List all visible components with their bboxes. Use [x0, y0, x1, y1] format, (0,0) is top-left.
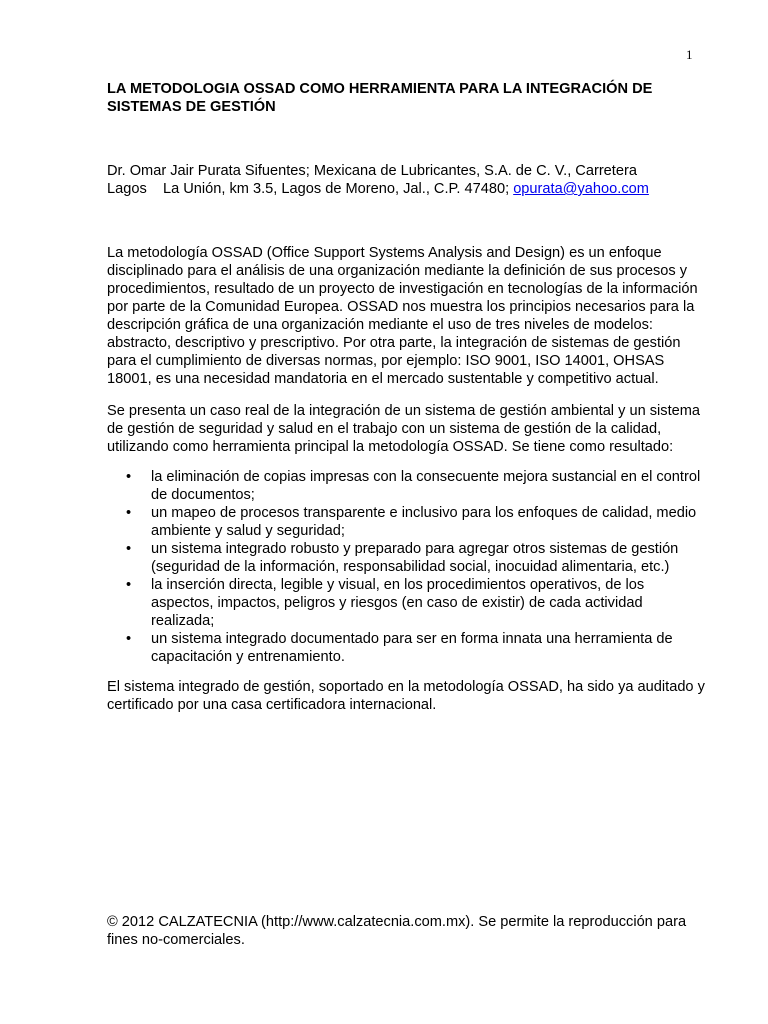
- list-item: [107, 576, 707, 630]
- document-body: [107, 80, 707, 714]
- copyright-footer: © 2012 CALZATECNIA (http://www.calzatecnia.com.mx). Se permite la reproducción para fines no-comerciales.: [107, 914, 687, 948]
- author-affiliation: [107, 162, 707, 198]
- list-item: [107, 504, 707, 540]
- bullet-icon: •: [126, 577, 132, 593]
- results-list: [107, 468, 707, 666]
- list-item-text: un sistema integrado documentado para ser en forma innata una herramienta de capacitación y entrenamiento.: [151, 631, 673, 665]
- list-item-text: un mapeo de procesos transparente e inclusivo para los enfoques de calidad, medio ambiente y salud y seguridad;: [151, 505, 697, 539]
- author-line-1: Dr. Omar Jair Purata Sifuentes; Mexicana de Lubricantes, S.A. de C. V., Carretera: [107, 163, 637, 179]
- paragraph-intro: La metodología OSSAD (Office Support Systems Analysis and Design) es un enfoque disciplinado para el análisis de una organización mediante la definición de sus procesos y procedimientos, resultado de un proyecto de investigación en tecnologías de la información por parte de la Comunidad Europea. OSSAD nos muestra los principios necesarios para la descripción gráfica de una organización mediante el uso de tres niveles de modelos: abstracto, descriptivo y prescriptivo. Por otra parte, la integración de sistemas de gestión para el cumplimiento de diversas normas, por ejemplo: ISO 9001, ISO 14001, OHSAS 18001, es una necesidad mandatoria en el mercado sustentable y competitivo actual.: [107, 245, 698, 387]
- paragraph-conclusion: El sistema integrado de gestión, soportado en la metodología OSSAD, ha sido ya auditado y certificado por una casa certificadora internacional.: [107, 679, 705, 713]
- bullet-icon: •: [126, 631, 132, 647]
- paragraph-case: Se presenta un caso real de la integración de un sistema de gestión ambiental y un sistema de gestión de seguridad y salud en el trabajo con un sistema de gestión de la calidad, utilizando como herramienta principal la metodología OSSAD. Se tiene como resultado:: [107, 403, 701, 455]
- list-item: [107, 468, 707, 504]
- bullet-icon: •: [126, 541, 132, 557]
- author-email-link[interactable]: opurata@yahoo.com: [513, 181, 649, 197]
- list-item: [107, 630, 707, 666]
- document-title: LA METODOLOGIA OSSAD COMO HERRAMIENTA PARA LA INTEGRACIÓN DE SISTEMAS DE GESTIÓN: [107, 81, 653, 115]
- list-item-text: un sistema integrado robusto y preparado para agregar otros sistemas de gestión (seguridad de la información, responsabilidad social, inocuidad alimentaria, etc.): [151, 541, 679, 575]
- list-item-text: la inserción directa, legible y visual, en los procedimientos operativos, de los aspectos, impactos, peligros y riesgos (en caso de existir) de cada actividad realizada;: [151, 577, 645, 629]
- bullet-icon: •: [126, 505, 132, 521]
- page-number: 1: [686, 47, 693, 62]
- bullet-icon: •: [126, 469, 132, 485]
- list-item: [107, 540, 707, 576]
- list-item-text: la eliminación de copias impresas con la consecuente mejora sustancial en el control de documentos;: [151, 469, 701, 503]
- author-line-2: Lagos La Unión, km 3.5, Lagos de Moreno, Jal., C.P. 47480;: [107, 181, 514, 197]
